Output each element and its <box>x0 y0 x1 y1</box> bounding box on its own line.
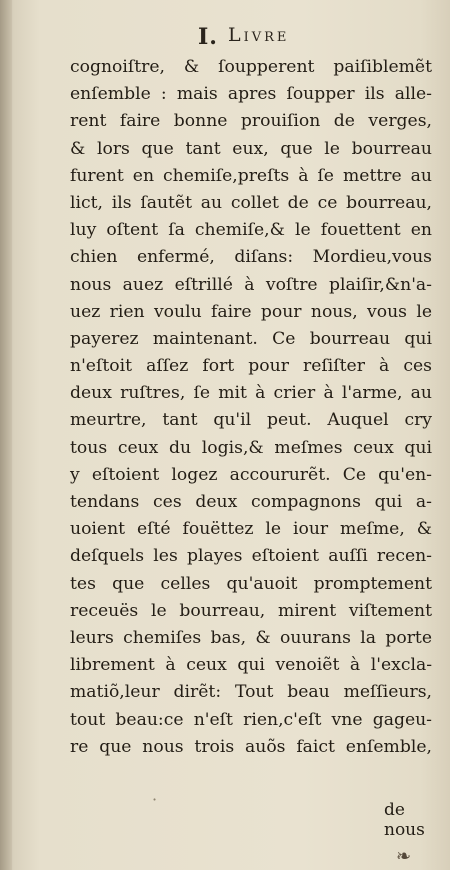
book-number: I. <box>198 24 218 50</box>
text-line: librement à ceux qui venoiẽt à l'excla- <box>70 655 432 676</box>
text-line: chien enfermé, diſans: Mordieu,vous <box>70 247 432 268</box>
text-line: nous auez eſtrillé à voſtre plaiſir,&n'a- <box>70 274 432 295</box>
text-line: luy oſtent ſa chemiſe,& le fouettent en <box>70 220 432 241</box>
text-line: n'eſtoit aſſez fort pour reſiſter à ces <box>70 356 432 377</box>
text-line: receuës le bourreau, mirent viſtement <box>70 600 432 621</box>
printer-ornament: ❧ <box>396 846 412 867</box>
text-line: uoient eſté fouëttez le iour meſme, & <box>70 519 432 540</box>
body-text <box>70 54 432 761</box>
text-line: tendans ces deux compagnons qui a- <box>70 492 432 512</box>
text-line: uez rien voulu faire pour nous, vous le <box>70 301 432 322</box>
text-line: enſemble : mais apres ſoupper ils alle- <box>70 84 432 105</box>
text-line: tes que celles qu'auoit promptement <box>70 573 432 594</box>
text-line: y eſtoient logez accoururẽt. Ce qu'en- <box>70 464 432 485</box>
text-line: & lors que tant eux, que le bourreau <box>70 138 432 159</box>
running-title: Livre <box>228 24 290 46</box>
text-line: leurs chemiſes bas, & ouurans la porte <box>70 627 432 648</box>
text-line: cognoiſtre, & ſoupperent paiſiblemẽt <box>70 57 432 77</box>
catchword: de nous <box>384 800 425 840</box>
text-line: re que nous trois auõs faict enſemble, <box>70 736 432 757</box>
text-line: deux ruſtres, ſe mit à crier à l'arme, au <box>70 383 432 404</box>
page-gutter <box>0 0 12 870</box>
text-line: lict, ils ſautẽt au collet de ce bourreau, <box>70 192 432 213</box>
text-line: meurtre, tant qu'il peut. Auquel cry <box>70 410 432 431</box>
text-line: rent faire bonne prouiſion de verges, <box>70 111 432 132</box>
ink-mark: · <box>152 790 158 809</box>
text-line: tous ceux du logis,& meſmes ceux qui <box>70 437 432 458</box>
text-line: tout beau:ce n'eſt rien,c'eſt vne gageu- <box>70 709 432 730</box>
text-line: deſquels les playes eſtoient auſſi recen- <box>70 546 432 567</box>
text-line: furent en chemiſe,preſts à ſe mettre au <box>70 165 432 186</box>
text-line: matiõ,leur dirẽt: Tout beau meſſieurs, <box>70 682 432 703</box>
text-line: payerez maintenant. Ce bourreau qui <box>70 328 432 349</box>
